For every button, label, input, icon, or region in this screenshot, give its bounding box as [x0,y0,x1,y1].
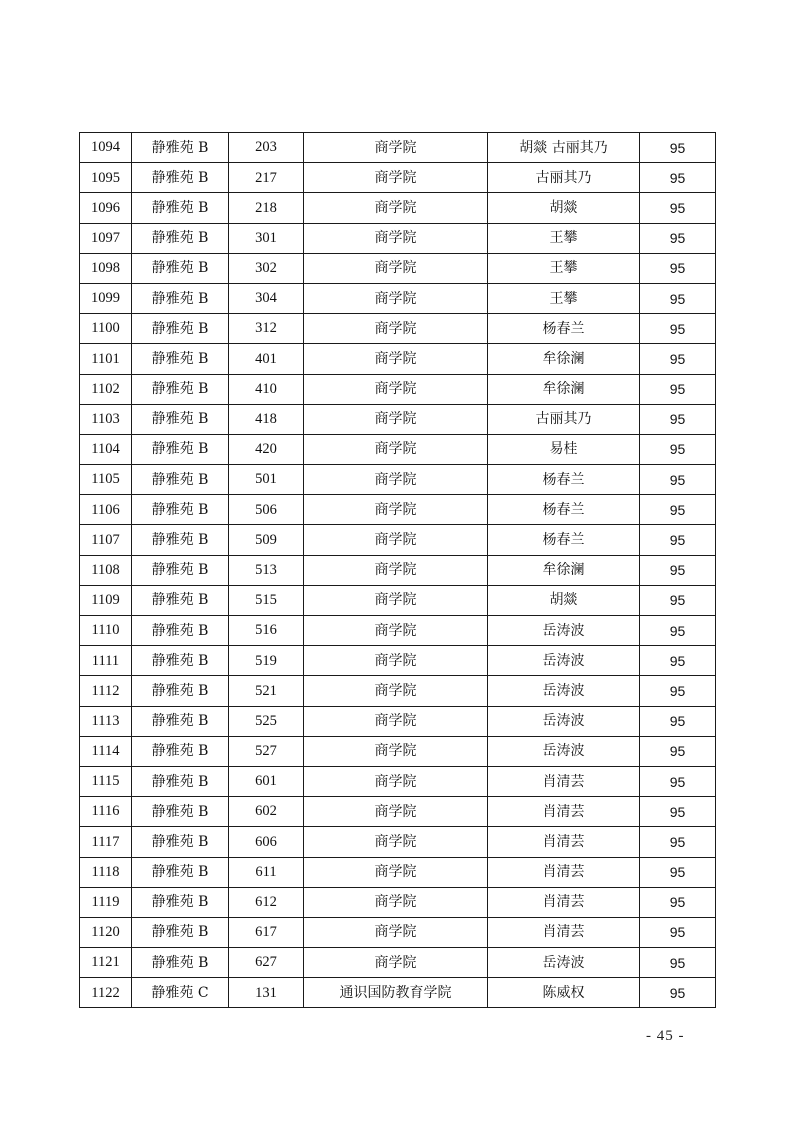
table-row [80,948,716,978]
cell-number: 1121 [80,948,132,978]
records-table [79,132,716,1008]
cell-score: 95 [640,585,716,615]
cell-building: 静雅苑 B [132,314,229,344]
cell-college: 商学院 [304,283,488,313]
cell-number: 1110 [80,616,132,646]
cell-building: 静雅苑 B [132,585,229,615]
cell-college: 商学院 [304,133,488,163]
cell-number: 1106 [80,495,132,525]
cell-person: 肖清芸 [488,857,640,887]
cell-college: 商学院 [304,434,488,464]
cell-college: 商学院 [304,827,488,857]
cell-score: 95 [640,314,716,344]
cell-score: 95 [640,193,716,223]
cell-number: 1095 [80,163,132,193]
cell-room: 304 [229,283,304,313]
cell-building: 静雅苑 B [132,374,229,404]
cell-score: 95 [640,374,716,404]
cell-room: 612 [229,887,304,917]
cell-number: 1107 [80,525,132,555]
cell-room: 509 [229,525,304,555]
cell-college: 商学院 [304,555,488,585]
cell-room: 401 [229,344,304,374]
cell-room: 515 [229,585,304,615]
cell-number: 1103 [80,404,132,434]
cell-score: 95 [640,978,716,1008]
cell-building: 静雅苑 B [132,163,229,193]
cell-person: 王攀 [488,253,640,283]
cell-number: 1109 [80,585,132,615]
cell-building: 静雅苑 B [132,766,229,796]
cell-number: 1099 [80,283,132,313]
cell-room: 301 [229,223,304,253]
cell-room: 418 [229,404,304,434]
cell-score: 95 [640,223,716,253]
cell-building: 静雅苑 B [132,948,229,978]
cell-college: 商学院 [304,525,488,555]
cell-number: 1102 [80,374,132,404]
cell-score: 95 [640,525,716,555]
cell-college: 商学院 [304,646,488,676]
cell-person: 岳涛波 [488,616,640,646]
table-row [80,978,716,1008]
cell-room: 627 [229,948,304,978]
cell-room: 420 [229,434,304,464]
table-row [80,434,716,464]
cell-building: 静雅苑 B [132,827,229,857]
cell-person: 岳涛波 [488,736,640,766]
cell-score: 95 [640,646,716,676]
cell-building: 静雅苑 B [132,917,229,947]
cell-score: 95 [640,163,716,193]
cell-person: 肖清芸 [488,827,640,857]
cell-college: 商学院 [304,736,488,766]
cell-room: 602 [229,797,304,827]
cell-building: 静雅苑 B [132,555,229,585]
cell-room: 617 [229,917,304,947]
cell-score: 95 [640,766,716,796]
cell-room: 525 [229,706,304,736]
cell-number: 1108 [80,555,132,585]
cell-college: 商学院 [304,676,488,706]
cell-building: 静雅苑 B [132,646,229,676]
cell-number: 1101 [80,344,132,374]
cell-building: 静雅苑 B [132,736,229,766]
table-row [80,585,716,615]
cell-person: 杨春兰 [488,314,640,344]
table-row [80,404,716,434]
table-row [80,917,716,947]
cell-college: 商学院 [304,374,488,404]
cell-number: 1094 [80,133,132,163]
cell-building: 静雅苑 B [132,344,229,374]
cell-number: 1105 [80,465,132,495]
cell-person: 肖清芸 [488,797,640,827]
table-row [80,706,716,736]
cell-building: 静雅苑 B [132,223,229,253]
cell-building: 静雅苑 B [132,887,229,917]
cell-number: 1097 [80,223,132,253]
cell-room: 519 [229,646,304,676]
table-row [80,766,716,796]
cell-person: 胡燚 古丽其乃 [488,133,640,163]
cell-building: 静雅苑 B [132,706,229,736]
cell-score: 95 [640,948,716,978]
cell-room: 203 [229,133,304,163]
cell-score: 95 [640,253,716,283]
cell-person: 杨春兰 [488,495,640,525]
cell-room: 506 [229,495,304,525]
cell-number: 1096 [80,193,132,223]
cell-building: 静雅苑 B [132,616,229,646]
cell-score: 95 [640,676,716,706]
cell-number: 1117 [80,827,132,857]
cell-score: 95 [640,736,716,766]
table-row [80,283,716,313]
cell-room: 302 [229,253,304,283]
cell-person: 陈威权 [488,978,640,1008]
cell-score: 95 [640,616,716,646]
table-row [80,495,716,525]
cell-college: 商学院 [304,616,488,646]
cell-person: 岳涛波 [488,706,640,736]
cell-room: 131 [229,978,304,1008]
table-row [80,676,716,706]
cell-number: 1116 [80,797,132,827]
cell-person: 古丽其乃 [488,163,640,193]
records-table-body [80,133,716,1008]
cell-room: 217 [229,163,304,193]
cell-number: 1119 [80,887,132,917]
cell-building: 静雅苑 C [132,978,229,1008]
cell-number: 1118 [80,857,132,887]
table-row [80,253,716,283]
cell-college: 商学院 [304,223,488,253]
table-row [80,646,716,676]
cell-building: 静雅苑 B [132,283,229,313]
cell-score: 95 [640,495,716,525]
cell-score: 95 [640,887,716,917]
cell-building: 静雅苑 B [132,133,229,163]
cell-score: 95 [640,465,716,495]
cell-college: 商学院 [304,193,488,223]
cell-building: 静雅苑 B [132,495,229,525]
table-row [80,616,716,646]
cell-score: 95 [640,404,716,434]
cell-person: 胡燚 [488,585,640,615]
cell-person: 岳涛波 [488,646,640,676]
cell-college: 商学院 [304,465,488,495]
cell-room: 218 [229,193,304,223]
table-row [80,163,716,193]
cell-building: 静雅苑 B [132,525,229,555]
cell-building: 静雅苑 B [132,676,229,706]
cell-number: 1113 [80,706,132,736]
cell-score: 95 [640,827,716,857]
cell-number: 1100 [80,314,132,344]
cell-college: 商学院 [304,887,488,917]
cell-number: 1122 [80,978,132,1008]
cell-person: 古丽其乃 [488,404,640,434]
cell-person: 杨春兰 [488,525,640,555]
cell-number: 1112 [80,676,132,706]
cell-person: 岳涛波 [488,948,640,978]
cell-score: 95 [640,917,716,947]
table-row [80,827,716,857]
cell-score: 95 [640,706,716,736]
cell-college: 商学院 [304,163,488,193]
cell-college: 商学院 [304,344,488,374]
cell-score: 95 [640,133,716,163]
table-row [80,736,716,766]
cell-score: 95 [640,344,716,374]
cell-room: 601 [229,766,304,796]
cell-building: 静雅苑 B [132,193,229,223]
cell-room: 527 [229,736,304,766]
cell-number: 1115 [80,766,132,796]
table-row [80,374,716,404]
cell-college: 商学院 [304,585,488,615]
cell-score: 95 [640,283,716,313]
cell-person: 王攀 [488,223,640,253]
cell-college: 商学院 [304,404,488,434]
table-row [80,344,716,374]
cell-college: 商学院 [304,857,488,887]
cell-room: 516 [229,616,304,646]
cell-college: 商学院 [304,253,488,283]
table-row [80,525,716,555]
cell-room: 501 [229,465,304,495]
cell-person: 岳涛波 [488,676,640,706]
cell-person: 杨春兰 [488,465,640,495]
cell-college: 商学院 [304,797,488,827]
cell-score: 95 [640,434,716,464]
table-row [80,314,716,344]
cell-person: 易桂 [488,434,640,464]
table-row [80,555,716,585]
cell-person: 肖清芸 [488,766,640,796]
cell-person: 牟徐澜 [488,374,640,404]
cell-college: 通识国防教育学院 [304,978,488,1008]
cell-building: 静雅苑 B [132,404,229,434]
table-row [80,193,716,223]
cell-college: 商学院 [304,917,488,947]
table-row [80,887,716,917]
cell-building: 静雅苑 B [132,857,229,887]
cell-person: 王攀 [488,283,640,313]
cell-person: 牟徐澜 [488,344,640,374]
cell-building: 静雅苑 B [132,253,229,283]
cell-score: 95 [640,857,716,887]
cell-college: 商学院 [304,948,488,978]
cell-number: 1114 [80,736,132,766]
cell-college: 商学院 [304,706,488,736]
cell-score: 95 [640,555,716,585]
cell-number: 1111 [80,646,132,676]
cell-room: 410 [229,374,304,404]
cell-person: 胡燚 [488,193,640,223]
cell-college: 商学院 [304,495,488,525]
cell-building: 静雅苑 B [132,434,229,464]
cell-score: 95 [640,797,716,827]
cell-college: 商学院 [304,314,488,344]
cell-person: 牟徐澜 [488,555,640,585]
table-row [80,465,716,495]
cell-room: 606 [229,827,304,857]
cell-building: 静雅苑 B [132,797,229,827]
table-row [80,797,716,827]
cell-room: 521 [229,676,304,706]
cell-room: 513 [229,555,304,585]
cell-number: 1098 [80,253,132,283]
page-number: - 45 - [646,1028,685,1044]
cell-building: 静雅苑 B [132,465,229,495]
cell-number: 1104 [80,434,132,464]
table-row [80,133,716,163]
cell-person: 肖清芸 [488,887,640,917]
cell-room: 611 [229,857,304,887]
cell-number: 1120 [80,917,132,947]
cell-college: 商学院 [304,766,488,796]
table-row [80,857,716,887]
cell-person: 肖清芸 [488,917,640,947]
cell-room: 312 [229,314,304,344]
table-row [80,223,716,253]
